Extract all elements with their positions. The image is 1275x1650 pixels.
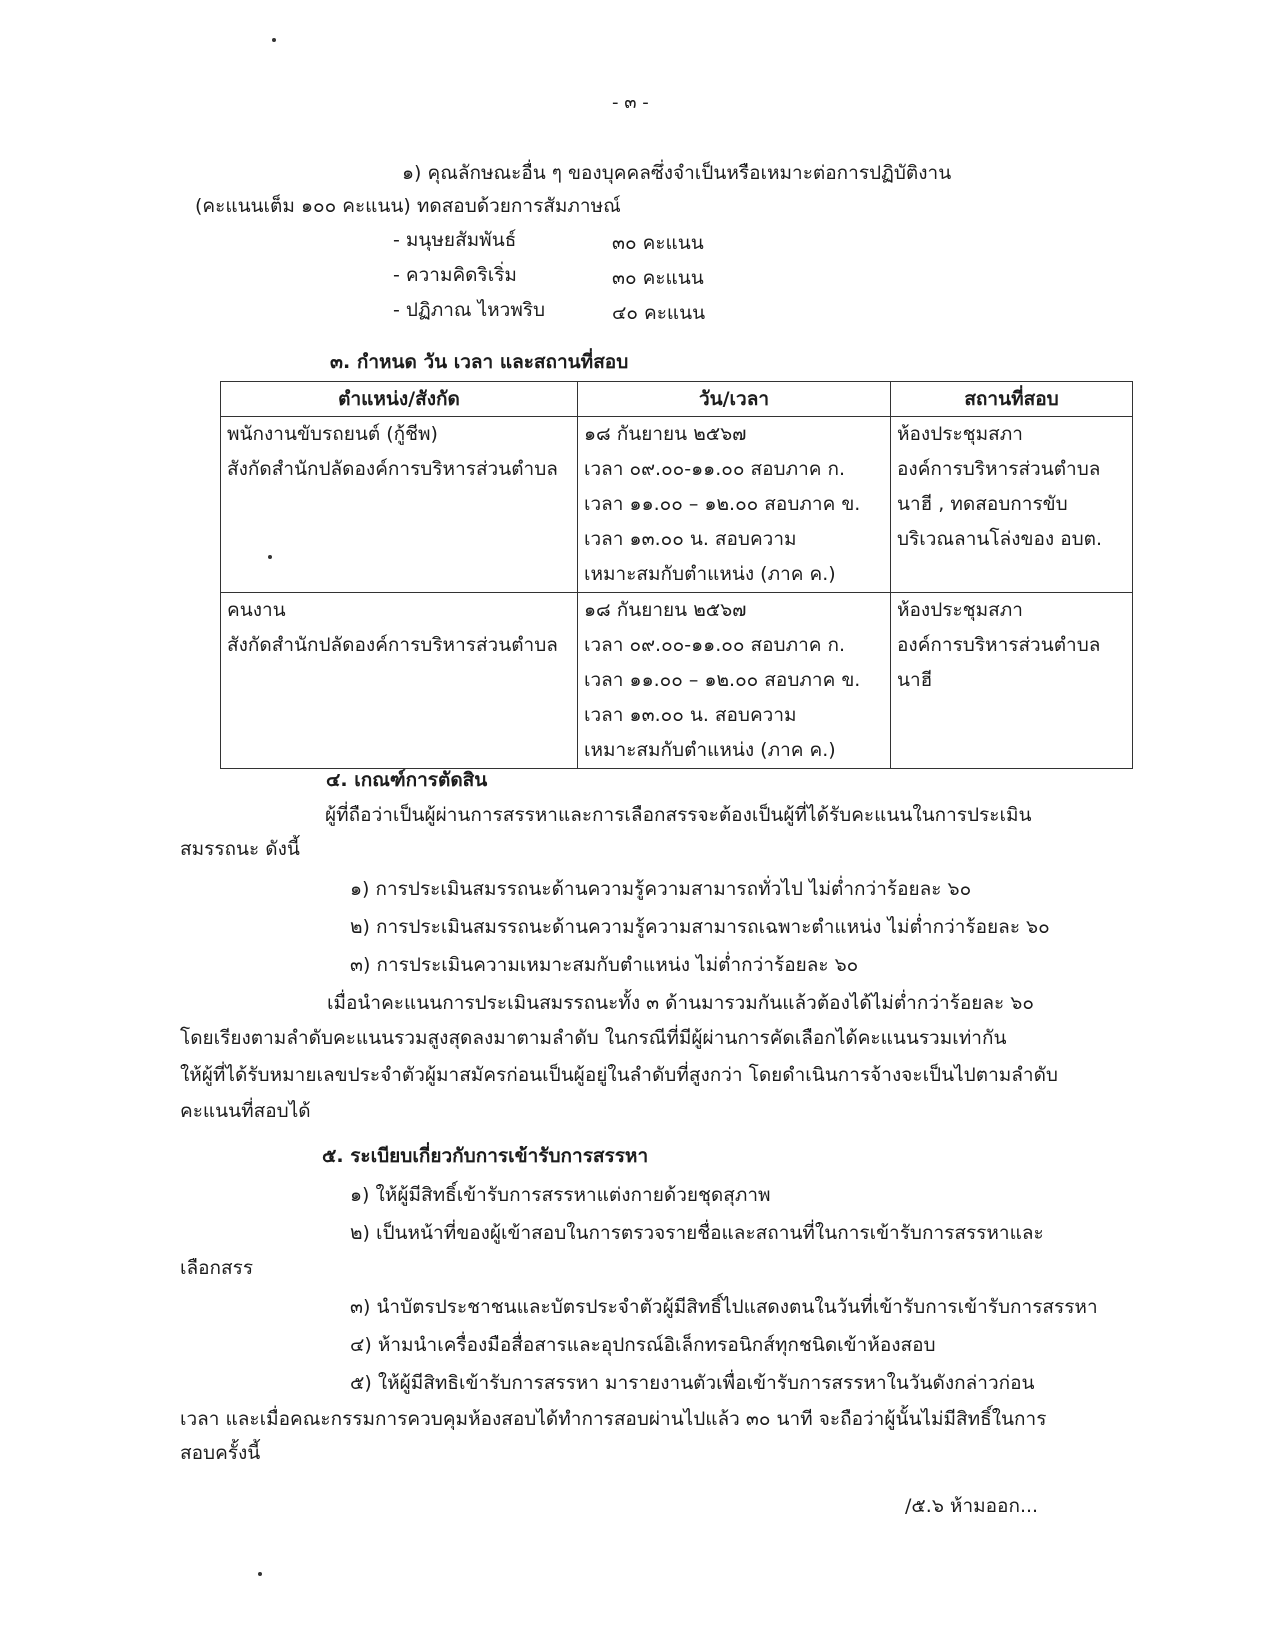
venue-line: นาฮี , ทดสอบการขับ (897, 493, 1068, 515)
position-title: พนักงานขับรถยนต์ (กู้ชีพ) (227, 423, 438, 445)
section-3-heading: ๓. กำหนด วัน เวลา และสถานที่สอบ (330, 351, 629, 373)
position-cell (221, 593, 578, 769)
venue-cell (891, 417, 1133, 593)
rule-item: ๒) เป็นหน้าที่ของผู้เข้าสอบในการตรวจรายชื่อและสถานที่ในการเข้ารับการสรรหาและ (350, 1222, 1044, 1244)
exam-date: ๑๘ กันยายน ๒๕๖๗ (584, 423, 747, 445)
exam-time: เวลา ๐๙.๐๐-๑๑.๐๐ สอบภาค ก. (584, 458, 846, 480)
rule-item: ๔) ห้ามนำเครื่องมือสื่อสารและอุปกรณ์อิเล็กทรอนิกส์ทุกชนิดเข้าห้องสอบ (350, 1334, 936, 1356)
table-row (221, 417, 1133, 593)
table-row (221, 593, 1133, 769)
exam-time: เหมาะสมกับตำแหน่ง (ภาค ค.) (584, 739, 836, 761)
score-value: ๓๐ คะแนน (612, 267, 704, 289)
scan-speck (272, 38, 276, 42)
venue-line: ห้องประชุมสภา (897, 423, 1023, 445)
exam-date: ๑๘ กันยายน ๒๕๖๗ (584, 599, 747, 621)
position-affiliation: สังกัดสำนักปลัดองค์การบริหารส่วนตำบล (227, 458, 558, 480)
exam-time: เวลา ๑๑.๐๐ – ๑๒.๐๐ สอบภาค ข. (584, 493, 861, 515)
sec4-para-line: เมื่อนำคะแนนการประเมินสมรรถนะทั้ง ๓ ด้านมารวมกันแล้วต้องได้ไม่ต่ำกว่าร้อยละ ๖๐ (327, 992, 1034, 1014)
rule-item-continued: สอบครั้งนี้ (180, 1442, 261, 1464)
venue-cell (891, 593, 1133, 769)
score-value: ๔๐ คะแนน (612, 302, 706, 324)
sec4-intro-line1: ผู้ที่ถือว่าเป็นผู้ผ่านการสรรหาและการเลือกสรรจะต้องเป็นผู้ที่ได้รับคะแนนในการประเมิน (325, 804, 1032, 826)
sec4-para-line: คะแนนที่สอบได้ (180, 1100, 311, 1122)
venue-line: องค์การบริหารส่วนตำบล (897, 634, 1101, 656)
section-4-heading: ๔. เกณฑ์การตัดสิน (326, 769, 488, 791)
continuation-note: /๕.๖ ห้ามออก... (905, 1495, 1039, 1517)
rule-item: ๑) ให้ผู้มีสิทธิ์เข้ารับการสรรหาแต่งกายด้วยชุดสุภาพ (350, 1184, 771, 1206)
col-header-position: ตำแหน่ง/สังกัด (221, 382, 578, 417)
venue-line: องค์การบริหารส่วนตำบล (897, 458, 1101, 480)
venue-line: บริเวณลานโล่งของ อบต. (897, 528, 1103, 550)
table-header-row (221, 382, 1133, 417)
sec4-para-line: โดยเรียงตามลำดับคะแนนรวมสูงสุดลงมาตามลำดับ ในกรณีที่มีผู้ผ่านการคัดเลือกได้คะแนนรวมเท่ากัน (180, 1027, 1007, 1049)
scan-speck (258, 1572, 262, 1576)
score-label: - มนุษยสัมพันธ์ (393, 229, 517, 251)
criteria-item: ๑) การประเมินสมรรถนะด้านความรู้ความสามารถทั่วไป ไม่ต่ำกว่าร้อยละ ๖๐ (350, 878, 972, 900)
score-label: - ความคิดริเริ่ม (393, 264, 517, 286)
col-header-datetime: วัน/เวลา (578, 382, 891, 417)
sec4-para-line: ให้ผู้ที่ได้รับหมายเลขประจำตัวผู้มาสมัครก่อนเป็นผู้อยู่ในลำดับที่สูงกว่า โดยดำเนินการจ้างจะเป็นไปตามลำดับ (180, 1064, 1058, 1086)
rule-item-continued: เลือกสรร (180, 1257, 254, 1279)
position-title: คนงาน (227, 599, 286, 621)
datetime-cell (578, 417, 891, 593)
sec2-item1-line2: (คะแนนเต็ม ๑๐๐ คะแนน) ทดสอบด้วยการสัมภาษณ์ (195, 195, 621, 217)
score-label: - ปฏิภาณ ไหวพริบ (393, 299, 546, 321)
exam-time: เหมาะสมกับตำแหน่ง (ภาค ค.) (584, 563, 836, 585)
col-header-venue: สถานที่สอบ (891, 382, 1133, 417)
sec2-item1-line1: ๑) คุณลักษณะอื่น ๆ ของบุคคลซึ่งจำเป็นหรือเหมาะต่อการปฏิบัติงาน (402, 162, 952, 184)
exam-time: เวลา ๑๓.๐๐ น. สอบความ (584, 704, 797, 726)
venue-line: ห้องประชุมสภา (897, 599, 1023, 621)
rule-item-continued: เวลา และเมื่อคณะกรรมการควบคุมห้องสอบได้ทำการสอบผ่านไปแล้ว ๓๐ นาที จะถือว่าผู้นั้นไม่มีสิทธิ์ในการ (180, 1408, 1047, 1430)
page-number: - ๓ - (612, 92, 649, 113)
section-5-heading: ๕. ระเบียบเกี่ยวกับการเข้ารับการสรรหา (322, 1145, 649, 1167)
position-affiliation: สังกัดสำนักปลัดองค์การบริหารส่วนตำบล (227, 634, 558, 656)
exam-schedule-table (220, 381, 1133, 769)
datetime-cell (578, 593, 891, 769)
criteria-item: ๒) การประเมินสมรรถนะด้านความรู้ความสามารถเฉพาะตำแหน่ง ไม่ต่ำกว่าร้อยละ ๖๐ (350, 916, 1050, 938)
rule-item: ๕) ให้ผู้มีสิทธิเข้ารับการสรรหา มารายงานตัวเพื่อเข้ารับการสรรหาในวันดังกล่าวก่อน (350, 1372, 1035, 1394)
exam-time: เวลา ๐๙.๐๐-๑๑.๐๐ สอบภาค ก. (584, 634, 846, 656)
exam-time: เวลา ๑๓.๐๐ น. สอบความ (584, 528, 797, 550)
venue-line: นาฮี (897, 669, 933, 691)
score-value: ๓๐ คะแนน (612, 232, 704, 254)
criteria-item: ๓) การประเมินความเหมาะสมกับตำแหน่ง ไม่ต่ำกว่าร้อยละ ๖๐ (350, 954, 859, 976)
rule-item: ๓) นำบัตรประชาชนและบัตรประจำตัวผู้มีสิทธิ์ไปแสดงตนในวันที่เข้ารับการเข้ารับการสรรหา (350, 1296, 1098, 1318)
sec4-intro-line2: สมรรถนะ ดังนี้ (180, 838, 300, 860)
position-cell (221, 417, 578, 593)
exam-time: เวลา ๑๑.๐๐ – ๑๒.๐๐ สอบภาค ข. (584, 669, 861, 691)
